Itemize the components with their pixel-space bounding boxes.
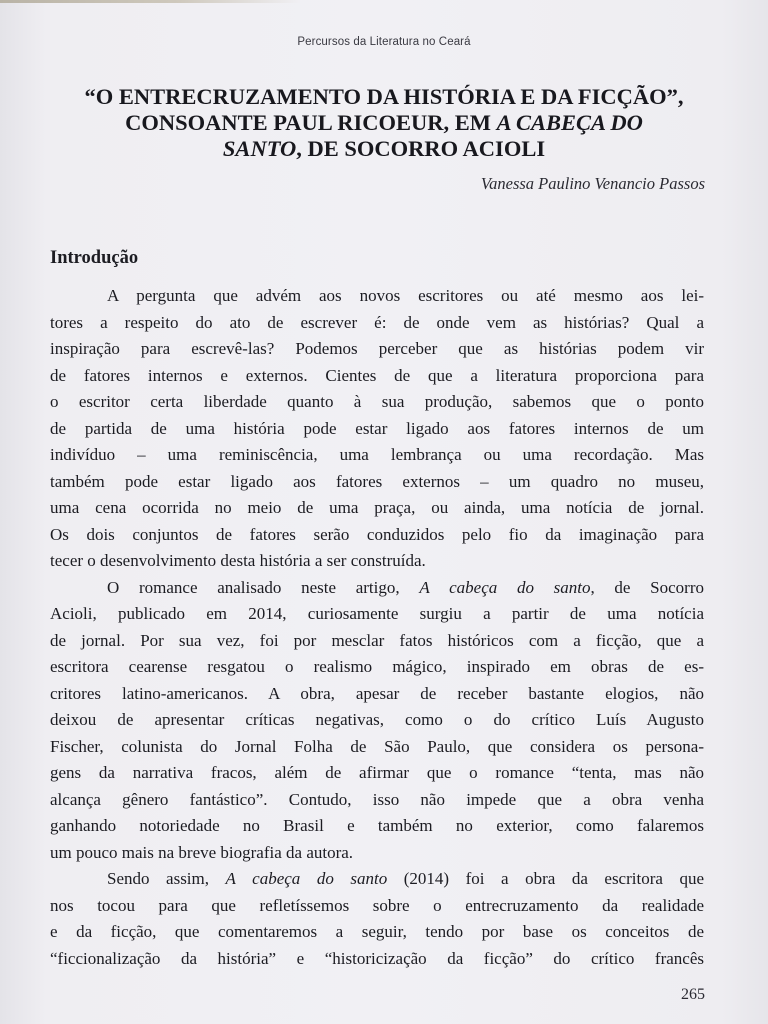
text-line: tecer o desenvolvimento desta história a ser construída. — [50, 551, 426, 570]
text-line: o escritor certa liberdade quanto à sua produção, sabemos que o ponto — [50, 392, 704, 411]
page-number: 265 — [681, 986, 705, 1003]
text-line: um pouco mais na breve biografia da autora. — [50, 842, 354, 862]
text-line: deixou de apresentar críticas negativas, como o do crítico Luís Augusto — [50, 710, 704, 729]
title-line-2 — [50, 110, 718, 136]
title-line-2-text: CONSOANTE PAUL RICOEUR, EM — [125, 110, 497, 135]
chapter-title — [50, 84, 718, 162]
text-line: ganhando notoriedade no Brasil e também no exterior, como falaremos — [50, 816, 704, 835]
book-title-italic: A cabeça do santo — [225, 869, 388, 888]
running-head: Percursos da Literatura no Ceará — [297, 36, 471, 48]
text-line: e da ficção, que comentaremos a seguir, tendo por base os conceitos de — [50, 922, 704, 941]
text-line: A pergunta que advém aos novos escritores ou até mesmo aos lei- — [107, 286, 704, 305]
text-line: alcança gênero fantástico”. Contudo, isso não impede que a obra venha — [50, 789, 704, 809]
text-line: escritora cearense resgatou o realismo mágico, inspirado em obras de es- — [50, 657, 704, 676]
text-run: O romance analisado neste artigo, — [107, 577, 420, 597]
text-run: Sendo assim, — [107, 869, 226, 888]
title-line-3-italic: SANTO — [222, 136, 297, 161]
text-line: também pode estar ligado aos fatores externos – um quadro no museu, — [50, 471, 704, 491]
text-line: de jornal. Por sua vez, foi por mesclar fatos históricos com a ficção, que a — [50, 630, 704, 650]
text-line: uma cena ocorrida no meio de uma praça, ou ainda, uma notícia de jornal. — [50, 498, 704, 517]
text-line: de fatores internos e externos. Cientes de que a literatura proporciona para — [50, 365, 704, 385]
text-run: , de Socorro — [590, 577, 704, 597]
book-title-italic: A cabeça do santo — [419, 577, 591, 597]
paragraph-2 — [50, 575, 704, 867]
text-line — [50, 866, 704, 893]
title-line-3-text: , DE SOCORRO ACIOLI — [296, 136, 546, 161]
text-line: critores latino-americanos. A obra, apesar de receber bastante elogios, não — [50, 683, 704, 703]
title-line-3 — [50, 136, 718, 162]
text-line — [50, 575, 704, 602]
text-line: de partida de uma história pode estar ligado aos fatores internos de um — [50, 418, 704, 438]
text-line: inspiração para escrevê-las? Podemos perceber que as histórias podem vir — [50, 339, 704, 358]
text-run: (2014) foi a obra da escritora que — [387, 869, 704, 888]
title-line-1: “O ENTRECRUZAMENTO DA HISTÓRIA E DA FICÇÃO”, — [84, 84, 684, 109]
text-line: indivíduo – uma reminiscência, uma lembrança ou uma recordação. Mas — [50, 445, 704, 464]
author-name: Vanessa Paulino Venancio Passos — [480, 174, 705, 193]
paragraph-3 — [50, 866, 704, 972]
text-line: Os dois conjuntos de fatores serão conduzidos pelo fio da imaginação para — [50, 524, 704, 544]
paragraph-1 — [50, 283, 704, 575]
text-line: Fischer, colunista do Jornal Folha de São Paulo, que considera os persona- — [50, 736, 704, 756]
text-line: tores a respeito do ato de escrever é: de onde vem as histórias? Qual a — [50, 312, 704, 332]
body-text — [50, 283, 704, 972]
title-line-2-italic: A CABEÇA DO — [496, 110, 643, 135]
text-line: nos tocou para que refletíssemos sobre o entrecruzamento da realidade — [50, 895, 704, 915]
section-heading: Introdução — [50, 248, 139, 268]
text-line: “ficcionalização da história” e “historicização da ficção” do crítico francês — [50, 948, 704, 968]
text-line: Acioli, publicado em 2014, curiosamente surgiu a partir de uma notícia — [50, 604, 704, 623]
page-edge-mark — [0, 0, 300, 3]
text-line: gens da narrativa fracos, além de afirmar que o romance “tenta, mas não — [50, 763, 704, 782]
